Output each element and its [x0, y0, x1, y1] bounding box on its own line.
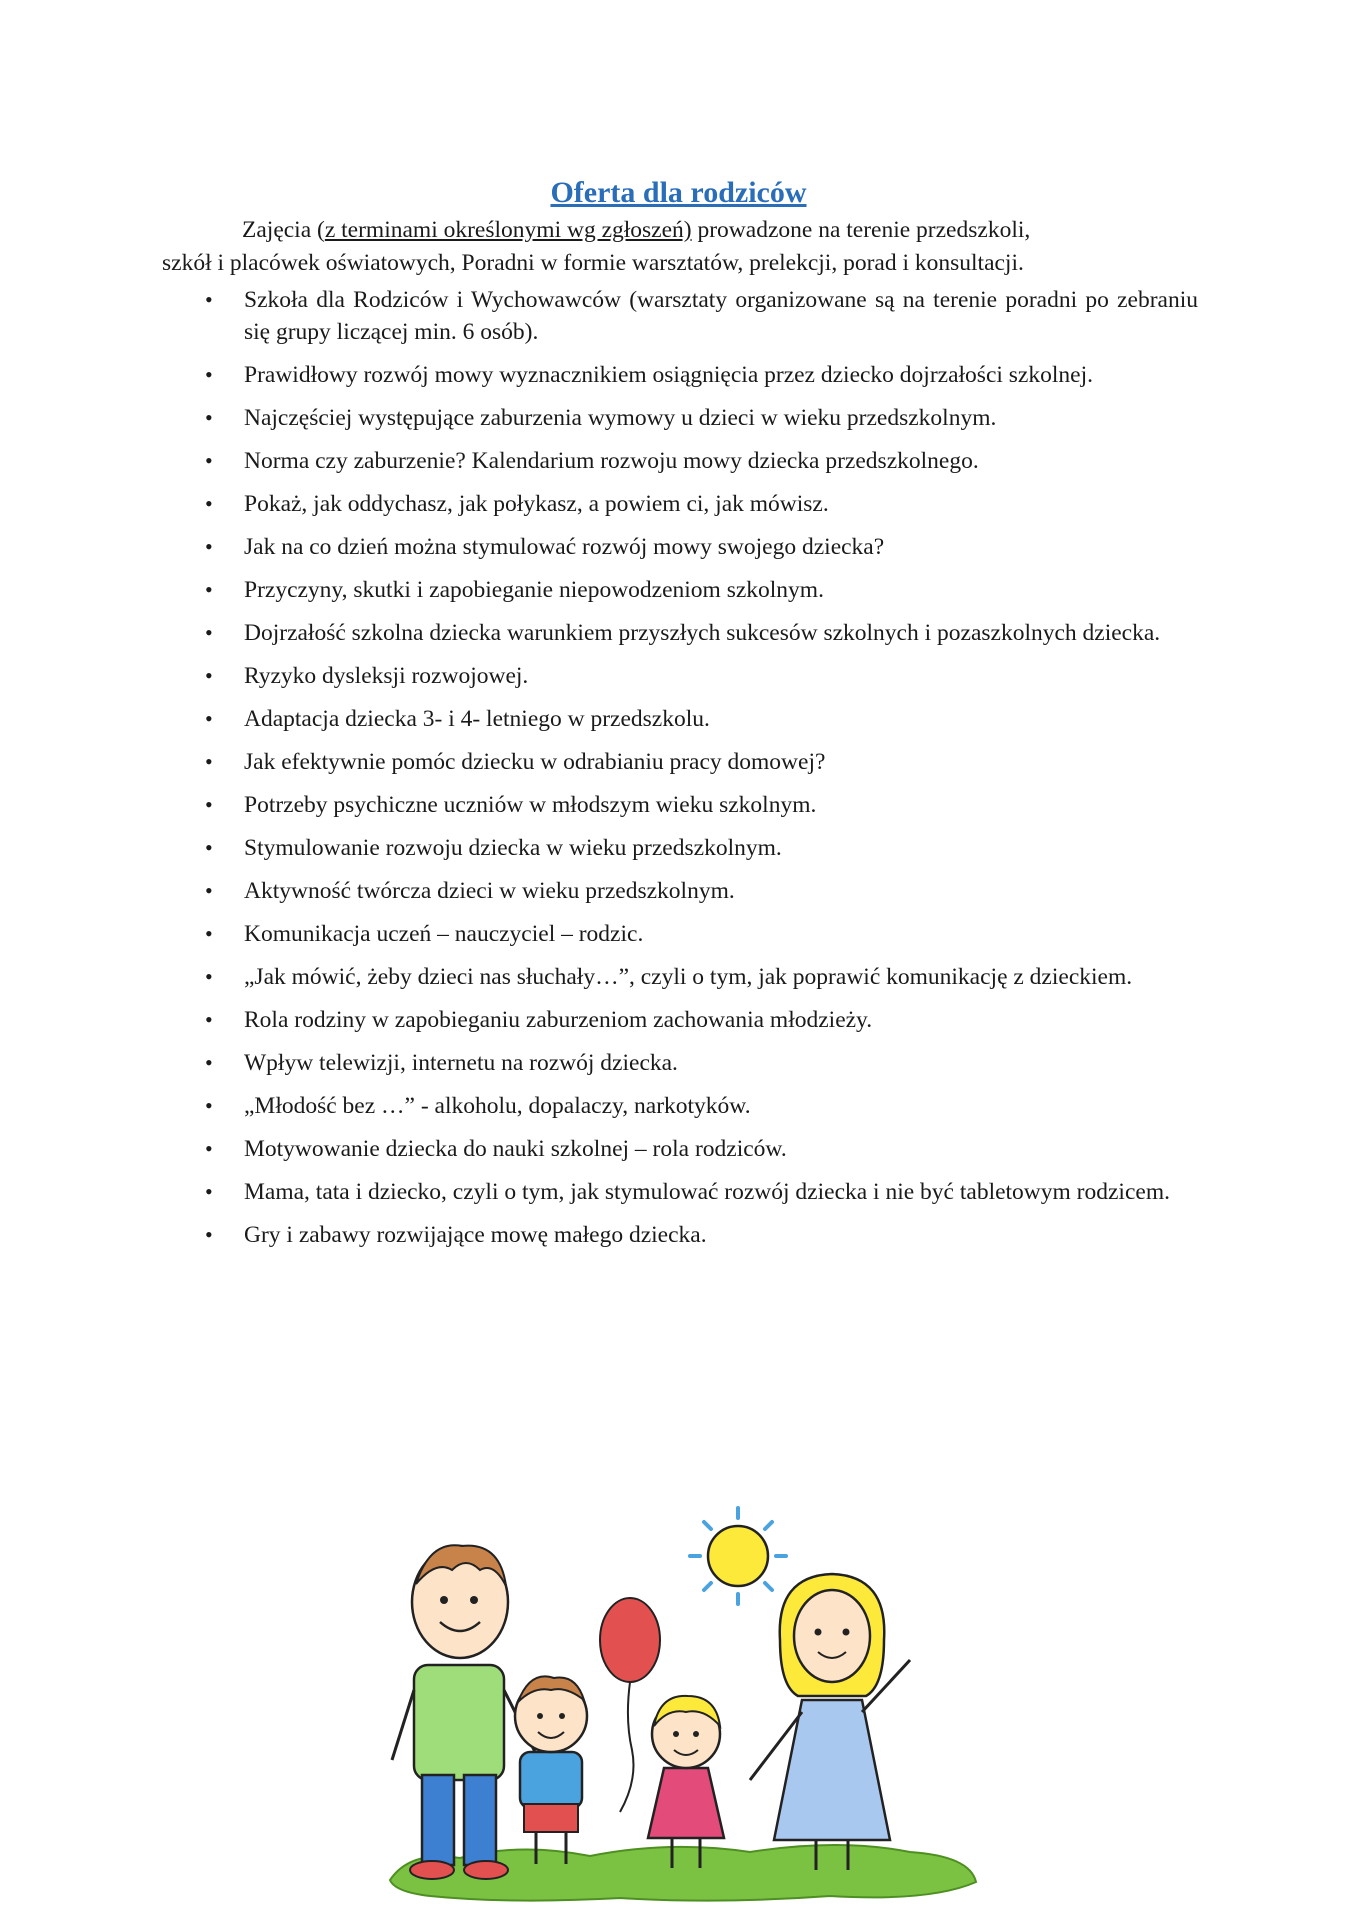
intro-line-2: szkół i placówek oświatowych, Poradni w formie warsztatów, prelekcji, porad i konsultacji.: [162, 250, 1024, 276]
mother-figure: [750, 1574, 910, 1870]
list-item: • Norma czy zaburzenie? Kalendarium rozwoju mowy dziecka przedszkolnego.: [200, 445, 1198, 477]
intro-underlined-text: z terminami określonymi wg zgłoszeń): [324, 217, 692, 243]
list-item: • Mama, tata i dziecko, czyli o tym, jak stymulować rozwój dziecka i nie być tabletowym rodzicem.: [200, 1176, 1198, 1208]
list-item: • „Jak mówić, żeby dzieci nas słuchały…”, czyli o tym, jak poprawić komunikację z dzieckiem.: [200, 961, 1198, 993]
list-item: • Ryzyko dysleksji rozwojowej.: [200, 660, 1198, 692]
girl-figure: [648, 1696, 724, 1868]
list-item: • „Młodość bez …” - alkoholu, dopalaczy, narkotyków.: [200, 1090, 1198, 1122]
intro-text-after: prowadzone na terenie przedszkoli,: [691, 217, 1031, 243]
sun-icon: [690, 1508, 786, 1604]
list-item: • Potrzeby psychiczne uczniów w młodszym wieku szkolnym.: [200, 789, 1198, 821]
list-item: • Najczęściej występujące zaburzenia wymowy u dzieci w wieku przedszkolnym.: [200, 402, 1198, 434]
intro-line-1: [162, 214, 1202, 247]
list-item: • Pokaż, jak oddychasz, jak połykasz, a powiem ci, jak mówisz.: [200, 488, 1198, 520]
list-item: • Komunikacja uczeń – nauczyciel – rodzic.: [200, 918, 1198, 950]
list-item: • Szkoła dla Rodziców i Wychowawców (warsztaty organizowane są na terenie poradni po zebraniu się grupy liczącej min. 6 osób).: [200, 284, 1198, 348]
family-illustration: [370, 1490, 990, 1910]
list-item: • Gry i zabawy rozwijające mowę małego dziecka.: [200, 1219, 1198, 1251]
list-item: • Dojrzałość szkolna dziecka warunkiem przyszłych sukcesów szkolnych i pozaszkolnych dziecka.: [200, 617, 1198, 649]
list-item: • Stymulowanie rozwoju dziecka w wieku przedszkolnym.: [200, 832, 1198, 864]
list-item: • Motywowanie dziecka do nauki szkolnej – rola rodziców.: [200, 1133, 1198, 1165]
intro-text-before: Zajęcia (: [242, 217, 325, 243]
balloon-icon: [600, 1598, 660, 1812]
list-item: • Jak na co dzień można stymulować rozwój mowy swojego dziecka?: [200, 531, 1198, 563]
list-item: • Adaptacja dziecka 3- i 4- letniego w przedszkolu.: [200, 703, 1198, 735]
list-item: • Rola rodziny w zapobieganiu zaburzeniom zachowania młodzieży.: [200, 1004, 1198, 1036]
boy-figure: [515, 1676, 587, 1864]
page-title: Oferta dla rodziców: [550, 176, 807, 209]
list-item: • Aktywność twórcza dzieci w wieku przedszkolnym.: [200, 875, 1198, 907]
list-item: • Jak efektywnie pomóc dziecku w odrabianiu pracy domowej?: [200, 746, 1198, 778]
list-item: • Przyczyny, skutki i zapobieganie niepowodzeniom szkolnym.: [200, 574, 1198, 606]
intro-paragraph: [162, 214, 1202, 280]
offer-list: [200, 284, 1198, 1262]
list-item: • Wpływ telewizji, internetu na rozwój dziecka.: [200, 1047, 1198, 1079]
list-item: • Prawidłowy rozwój mowy wyznacznikiem osiągnięcia przez dziecko dojrzałości szkolnej.: [200, 359, 1198, 391]
